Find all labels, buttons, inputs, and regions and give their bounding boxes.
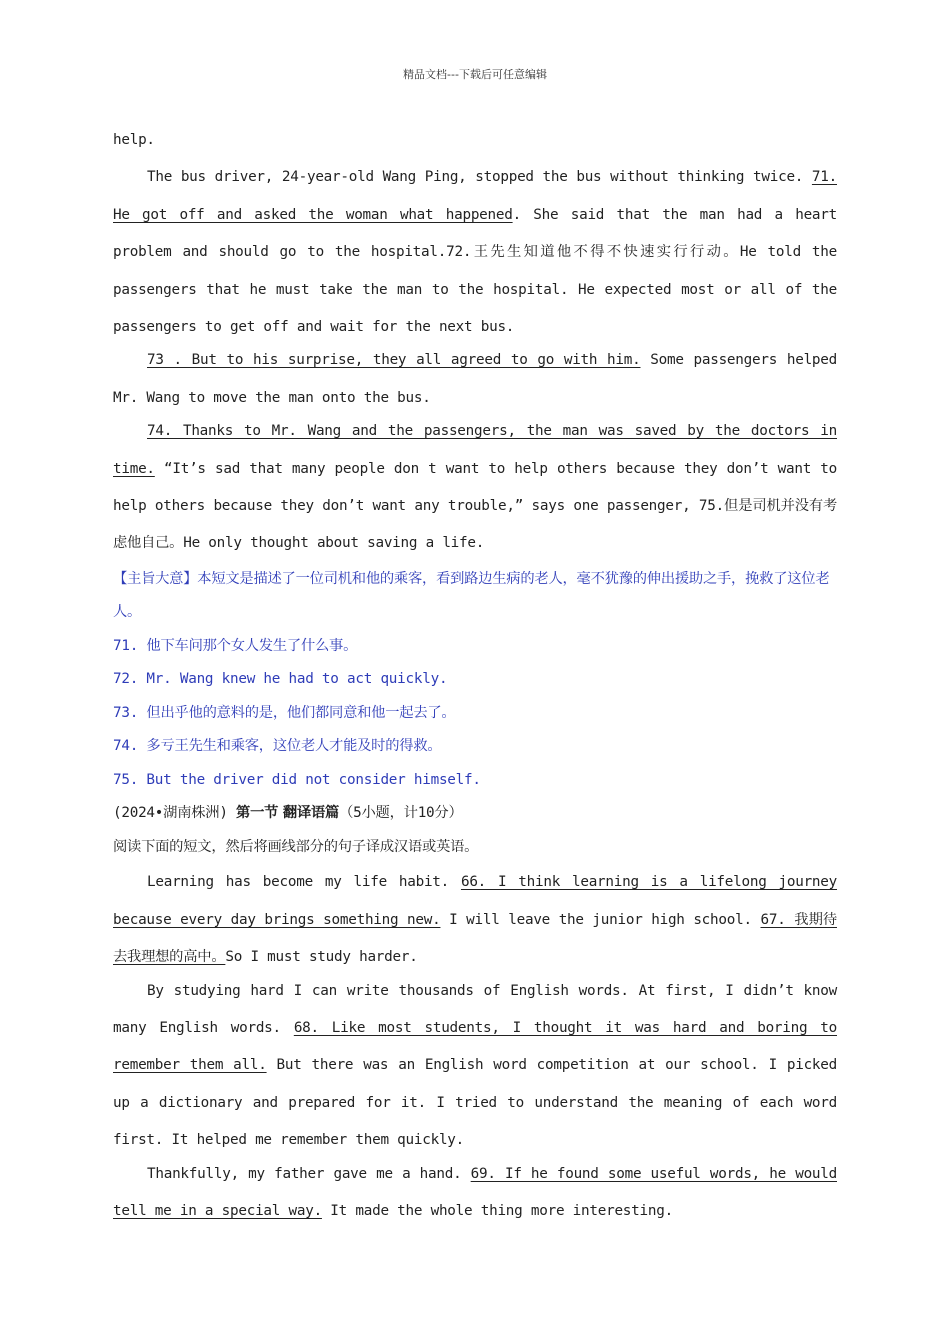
paragraph-0	[113, 122, 837, 159]
answer-summary: 【主旨大意】本短文是描述了一位司机和他的乘客，看到路边生病的老人，毫不犹豫的伸出援助之手，挽救了这位老人。	[113, 570, 830, 621]
underlined-sentence-66: 66. I think learning is a lifelong journey because every day brings something new.	[113, 874, 838, 928]
underlined-sentence-73: 73 . But to his surprise, they all agreed to go with him.	[147, 352, 641, 369]
underlined-sentence-69: 69. If he found some useful words, he would tell me in a special way.	[113, 1165, 837, 1220]
document-body	[113, 122, 837, 1230]
section-meta: （5小题，计10分）	[339, 805, 463, 822]
underlined-sentence-74: 74. Thanks to Mr. Wang and the passengers, the man was saved by the doctors in time.	[113, 423, 837, 477]
underlined-sentence-71: 71. He got off and asked the woman what happened	[113, 169, 837, 223]
answer-block	[113, 563, 837, 798]
paragraph-3	[113, 413, 837, 563]
underlined-sentence-68: 68. Like most students, I thought it was hard and boring to remember them all.	[113, 1020, 837, 1074]
section-title: 第一节 翻译语篇	[236, 805, 340, 822]
answer-71: 71. 他下车问那个女人发生了什么事。	[113, 637, 358, 654]
answer-74: 74. 多亏王先生和乘客，这位老人才能及时的得救。	[113, 738, 442, 755]
page-header: 精品文档---下载后可任意编辑	[403, 68, 547, 81]
paragraph-q2	[113, 973, 837, 1160]
text: By studying hard I can write thousands of English words. At first, I didn’t know many English words.	[113, 982, 837, 1036]
text: But there was an English word competition at our school. I picked up a dictionary and prepared for it. I tried to understand the meaning of each word first. It helped me remember them quickly.	[113, 1057, 838, 1149]
text: The bus driver, 24-year-old Wang Ping, stopped the bus without thinking twice.	[147, 169, 812, 186]
text: So I must study harder.	[225, 949, 418, 966]
answer-72: 72. Mr. Wang knew he had to act quickly.	[113, 671, 448, 688]
answer-75: 75. But the driver did not consider himself.	[113, 771, 481, 788]
text: “It’s sad that many people don t want to help others because they don’t want to help others because they don’t want any trouble,” says one passenger, 75.但是司机并没有考虑他自己。He only thought about saving a life.	[113, 460, 837, 552]
text: . She said that the man had a heart problem and should go to the hospital.72.王先生知道他不得不快速实行行动。He told the passengers that he must take the man to the hospital. He expected most or all of the passengers to get off and wait for the next bus.	[113, 206, 837, 336]
text: Some passengers helped Mr. Wang to move the man onto the bus.	[113, 352, 837, 406]
text: It made the whole thing more interesting.	[321, 1203, 673, 1220]
section-source: (2024•湖南株洲)	[113, 805, 237, 822]
section-instruction: 阅读下面的短文，然后将画线部分的句子译成汉语或英语。	[113, 838, 479, 855]
text: Thankfully, my father gave me a hand.	[147, 1165, 471, 1182]
paragraph-q3	[113, 1156, 837, 1231]
underlined-sentence-67: 67. 我期待去我理想的高中。	[113, 911, 837, 966]
text: Learning has become my life habit.	[147, 874, 461, 891]
text: I will leave the junior high school.	[440, 911, 761, 928]
text: help.	[113, 132, 155, 148]
paragraph-1	[113, 159, 837, 346]
section-heading	[113, 797, 837, 831]
paragraph-2	[113, 342, 837, 417]
paragraph-q1	[113, 864, 837, 976]
answer-73: 73. 但出乎他的意料的是，他们都同意和他一起去了。	[113, 704, 456, 721]
